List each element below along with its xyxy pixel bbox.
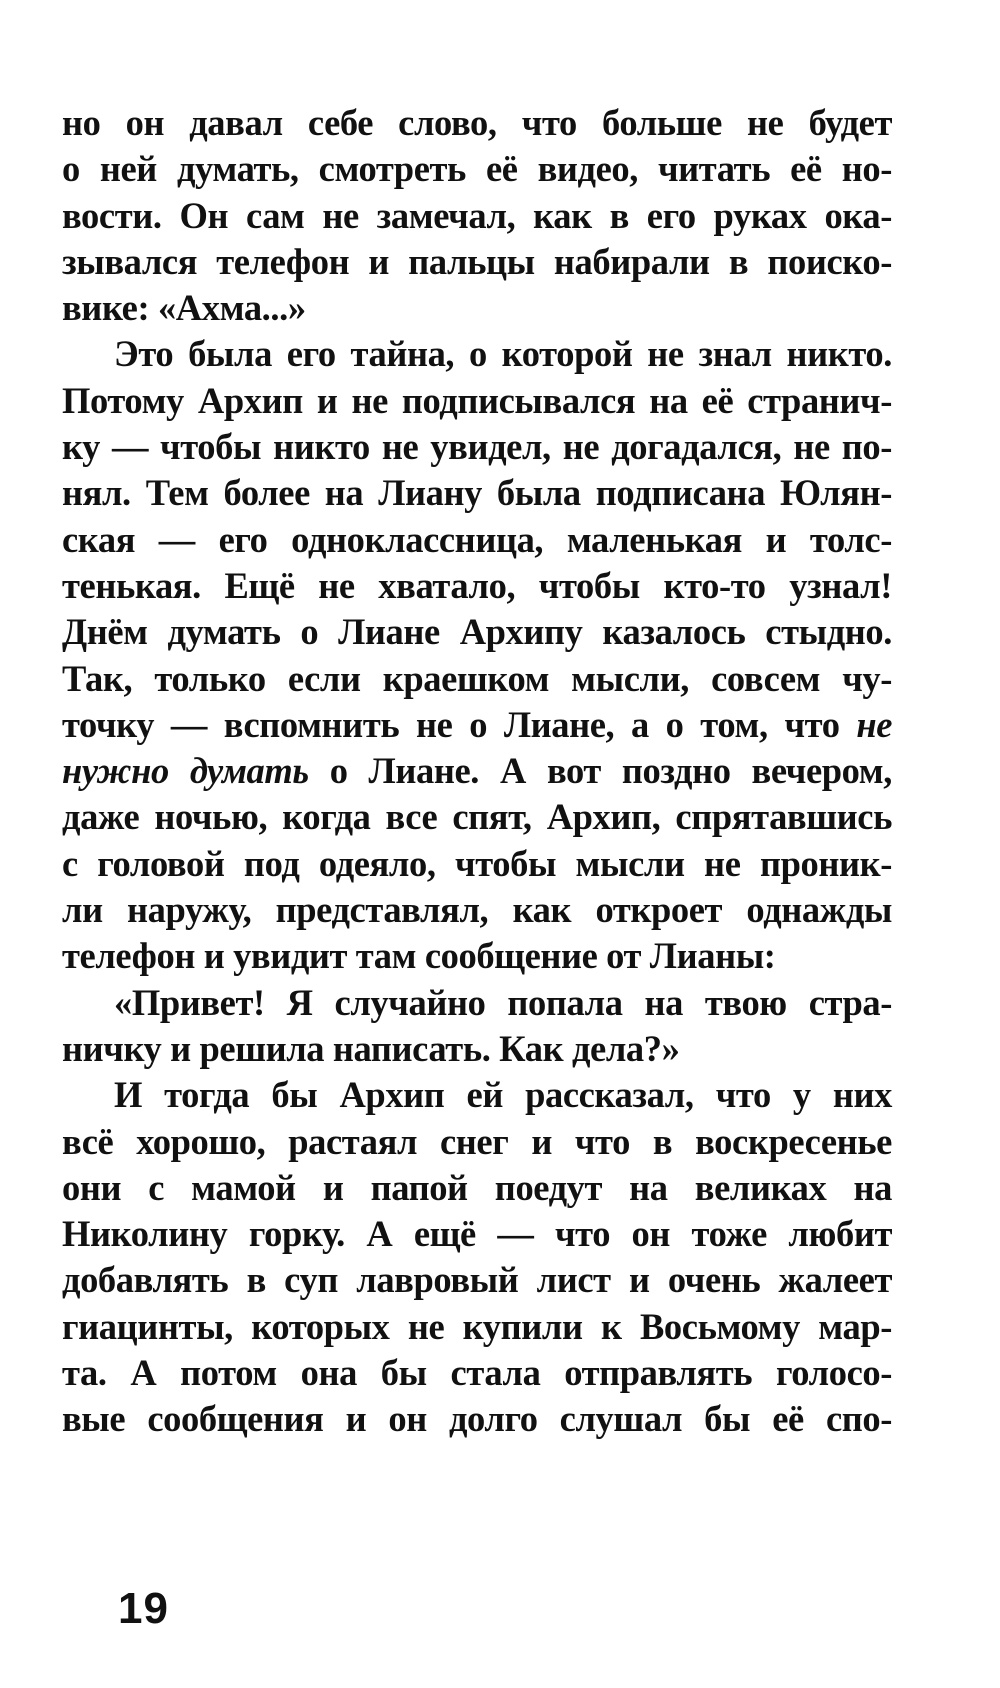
text-line: Днём думать о Лиане Архипу казалось стыдно. bbox=[62, 611, 892, 653]
text-line: нял. Тем более на Лиану была подписана Юлян- bbox=[62, 472, 892, 514]
text-line: та. А потом она бы стала отправлять голосо- bbox=[62, 1352, 892, 1394]
text-segment: о Лиане. А вот поздно вечером, bbox=[308, 750, 892, 792]
page-number: 19 bbox=[118, 1584, 169, 1633]
text-line: тенькая. Ещё не хватало, чтобы кто-то узнал! bbox=[62, 564, 892, 606]
text-line: «Привет! Я случайно попала на твою стра- bbox=[114, 981, 892, 1023]
text-line: Николину горку. А ещё — что он тоже любит bbox=[62, 1213, 892, 1255]
text-line: ская — его одноклассница, маленькая и толс- bbox=[62, 518, 892, 560]
text-segment: точку — вспомнить не о Лиане, а о том, что bbox=[62, 703, 857, 745]
text-line: Это была его тайна, о которой не знал никто. bbox=[114, 333, 892, 375]
text-line: вике: «Ахма...» bbox=[62, 287, 306, 329]
text-line: И тогда бы Архип ей рассказал, что у них bbox=[114, 1074, 892, 1116]
text-line: всё хорошо, растаял снег и что в воскресенье bbox=[62, 1120, 892, 1162]
body-text bbox=[62, 100, 892, 1443]
italic-text: нужно думать bbox=[62, 750, 309, 792]
text-line: с головой под одеяло, чтобы мысли не проник- bbox=[62, 842, 892, 884]
text-line: даже ночью, когда все спят, Архип, спрятавшись bbox=[62, 796, 892, 838]
text-line: ничку и решила написать. Как дела?» bbox=[62, 1027, 680, 1069]
text-line: гиацинты, которых не купили к Восьмому мар- bbox=[62, 1305, 892, 1347]
text-line: но он давал себе слово, что больше не будет bbox=[62, 102, 892, 143]
text-line: Потому Архип и не подписывался на её странич- bbox=[62, 379, 892, 421]
text-line: о ней думать, смотреть её видео, читать её но- bbox=[62, 148, 892, 190]
text-line: телефон и увидит там сообщение от Лианы: bbox=[62, 935, 776, 977]
text-line: зывался телефон и пальцы набирали в поиско- bbox=[62, 240, 892, 282]
italic-text: не bbox=[856, 703, 892, 745]
text-line bbox=[62, 702, 892, 748]
text-line: добавлять в суп лавровый лист и очень жалеет bbox=[62, 1259, 892, 1301]
text-line: Так, только если краешком мысли, совсем чу- bbox=[62, 657, 892, 699]
text-line: ли наружу, представлял, как откроет однажды bbox=[62, 889, 892, 931]
text-line bbox=[62, 748, 892, 794]
text-line: они с мамой и папой поедут на великах на bbox=[62, 1166, 892, 1208]
text-line: ку — чтобы никто не увидел, не догадался, не по- bbox=[62, 426, 892, 468]
text-line: вости. Он сам не замечал, как в его руках ока- bbox=[62, 194, 892, 236]
text-line: вые сообщения и он долго слушал бы её спо- bbox=[62, 1398, 892, 1440]
